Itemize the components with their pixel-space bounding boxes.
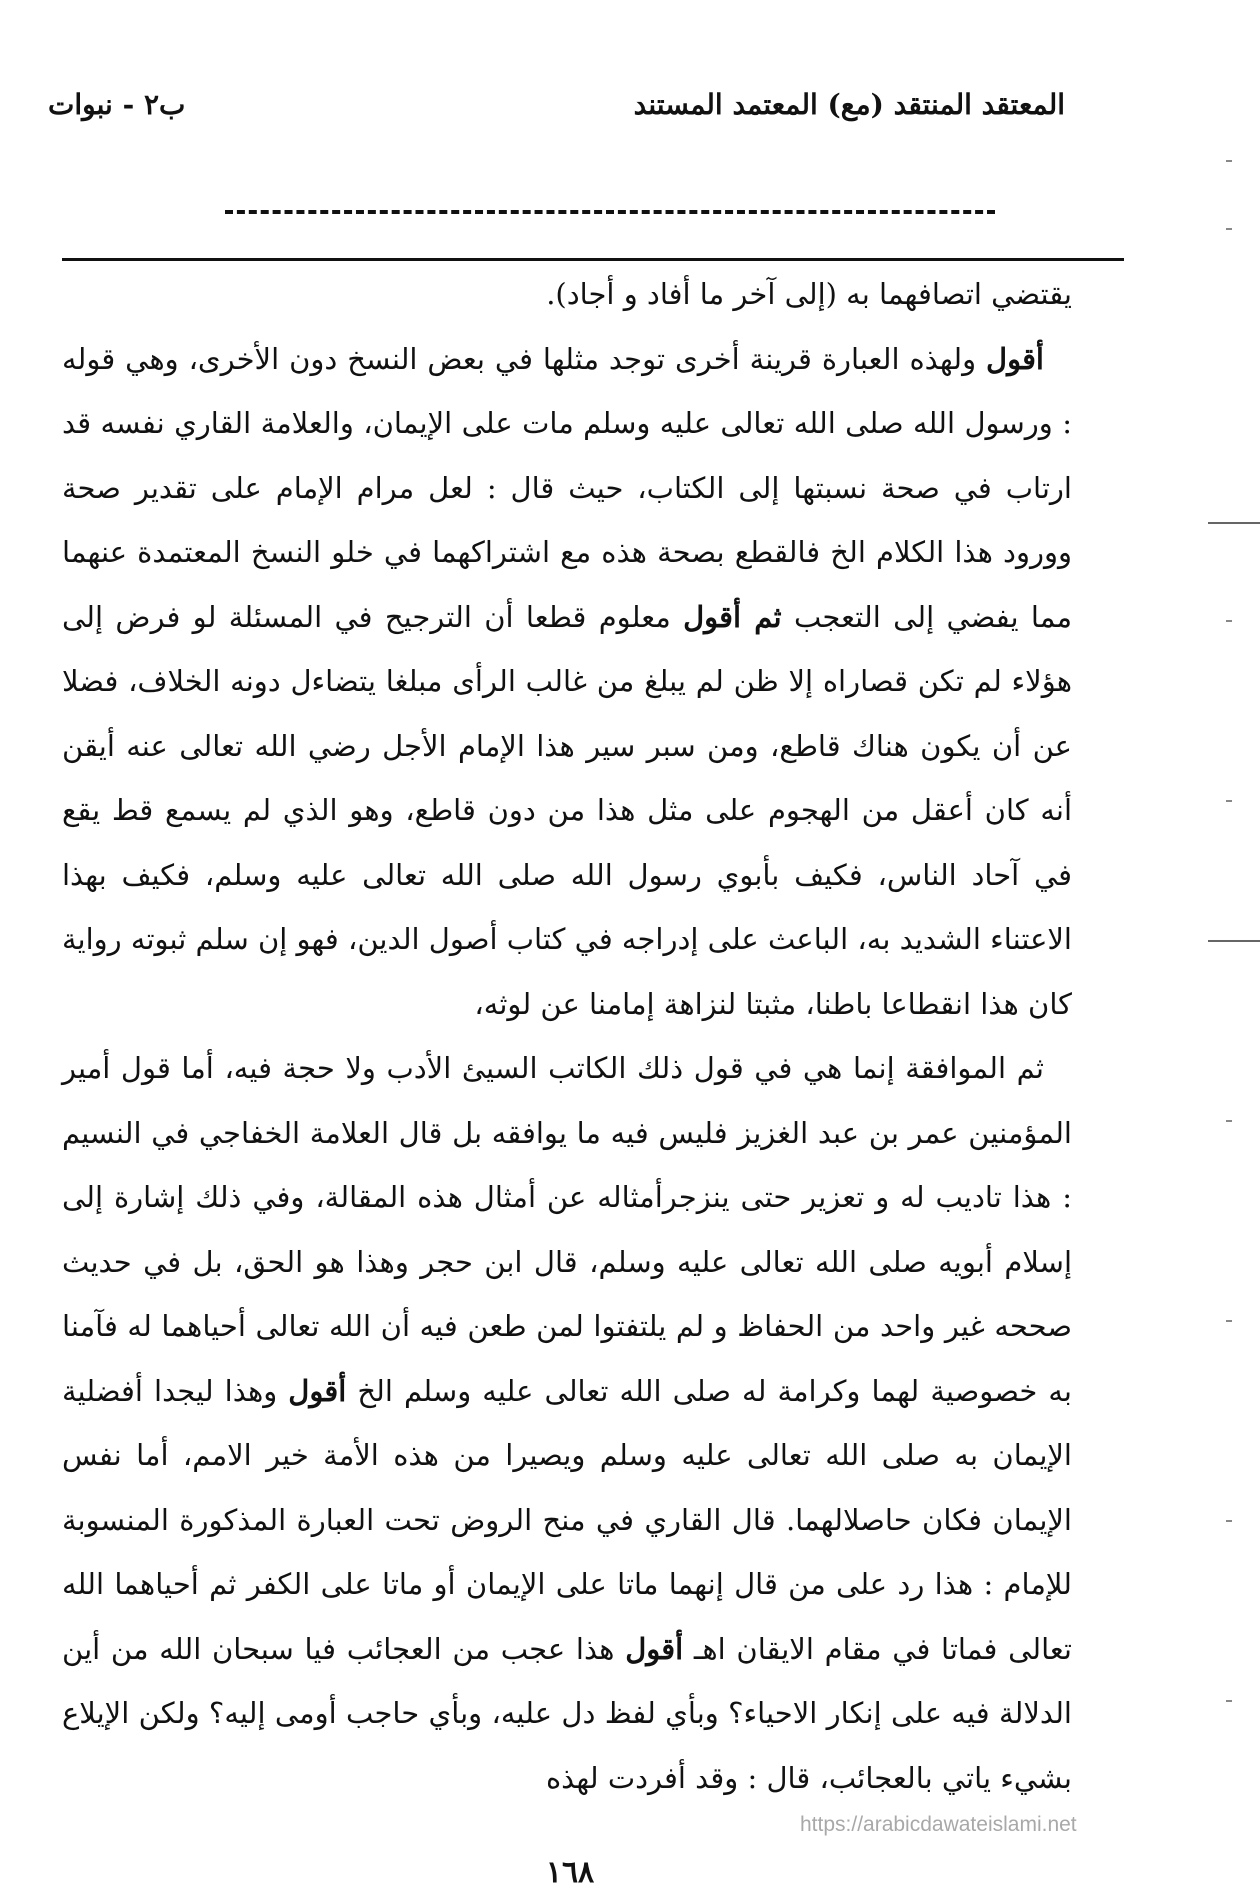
margin-line bbox=[1208, 940, 1260, 942]
margin-tick bbox=[1226, 1700, 1232, 1702]
paragraph-2-text-b: معلوم قطعا أن الترجيح في المسئلة لو فرض إلى هؤلاء لم تكن قصاراه إلا ظن لم يبلغ من غالب الرأى مبلغا يتضاءل دونه الخلاف، فضلا عن أن يكون هناك قاطع، ومن سبر سير هذا الإمام الأجل رضي الله تعالى عنه أيقن أنه كان أعقل من الهجوم على مثل هذا من دون قاطع، وهو الذي لم يسمع قط يقع في آحاد الناس، فكيف بأبوي رسول الله صلى الله تعالى عليه وسلم، فكيف بهذا الاعتناء الشديد به، الباعث على إدراجه في كتاب أصول الدين، فهو إن سلم ثبوته رواية كان هذا انقطاعا باطنا، مثبتا لنزاهة إمامنا عن لوثه، bbox=[62, 599, 1073, 1021]
paragraph-1: يقتضي اتصافهما به (إلى آخر ما أفاد و أجاد). bbox=[546, 277, 1072, 311]
section-reference: ب٢ - نبوات bbox=[48, 88, 186, 121]
paragraph-3-text-c: هذا عجب من العجائب فيا سبحان الله من أين الدلالة فيه على إنكار الاحياء؟ وبأي لفظ دل عليه، وبأي حاجب أومى إليه؟ ولكن الإيلاع بشيء ياتي بالعجائب، قال : وقد أفردت لهذه bbox=[62, 1631, 1072, 1795]
keyword-aqul: أقول bbox=[288, 1373, 347, 1408]
paragraph-2 bbox=[62, 327, 1072, 1037]
margin-tick bbox=[1226, 1320, 1232, 1322]
page-number: ١٦٨ bbox=[545, 1855, 595, 1890]
main-text bbox=[62, 262, 1072, 1810]
margin-tick bbox=[1226, 620, 1232, 622]
margin-tick bbox=[1226, 1520, 1232, 1522]
margin-line bbox=[1208, 522, 1260, 524]
keyword-thumma-aqul: ثم أقول bbox=[683, 599, 782, 634]
paragraph-2-text-a: ولهذه العبارة قرينة أخرى توجد مثلها في بعض النسخ دون الأخرى، وهي قوله : ورسول الله صلى الله تعالى عليه وسلم مات على الإيمان، والعلامة القاري نفسه قد ارتاب في صحة نسبتها إلى الكتاب، حيث قال : لعل مرام الإمام على تقدير صحة وورود هذا الكلام الخ فالقطع بصحة هذه مع اشتراكهما في خلو النسخ المعتمدة عنهما مما يفضي إلى التعجب bbox=[62, 341, 1072, 634]
margin-tick bbox=[1226, 800, 1232, 802]
dashed-divider bbox=[225, 210, 995, 214]
keyword-aqul: أقول bbox=[986, 341, 1044, 376]
paragraph-3-text-a: ثم الموافقة إنما هي في قول ذلك الكاتب السيئ الأدب ولا حجة فيه، أما قول أمير المؤمنين عمر بن عبد الغزيز فليس فيه ما يوافقه بل قال العلامة الخفاجي في النسيم : هذا تاديب له و تعزير حتى ينزجرأمثاله عن أمثال هذه المقالة، وفي ذلك إشارة إلى إسلام أبويه صلى الله تعالى عليه وسلم، قال ابن حجر وهذا هو الحق، بل في حديث صححه غير واحد من الحفاظ و لم يلتفتوا لمن طعن فيه أن الله تعالى أحياهما له فآمنا به خصوصية لهما وكرامة له صلى الله تعالى عليه وسلم الخ bbox=[62, 1051, 1072, 1408]
margin-tick bbox=[1226, 228, 1232, 230]
margin-tick bbox=[1226, 1120, 1232, 1122]
watermark: https://arabicdawateislami.net bbox=[800, 1813, 1077, 1836]
paragraph-3 bbox=[62, 1036, 1072, 1810]
keyword-aqul: أقول bbox=[625, 1631, 684, 1666]
book-title: المعتقد المنتقد (مع) المعتمد المستند bbox=[633, 88, 1065, 121]
margin-tick bbox=[1226, 160, 1232, 162]
paragraph-3-text-b: وهذا ليجدا أفضلية الإيمان به صلى الله تعالى عليه وسلم ويصيرا من هذه الأمة خير الامم، أما نفس الإيمان فكان حاصلالهما. قال القاري في منح الروض تحت العبارة المذكورة المنسوبة للإمام : هذا رد على من قال إنهما ماتا على الإيمان أو ماتا على الكفر ثم أحياهما الله تعالى فماتا في مقام الايقان اهـ bbox=[62, 1373, 1072, 1666]
header-divider bbox=[62, 258, 1124, 261]
